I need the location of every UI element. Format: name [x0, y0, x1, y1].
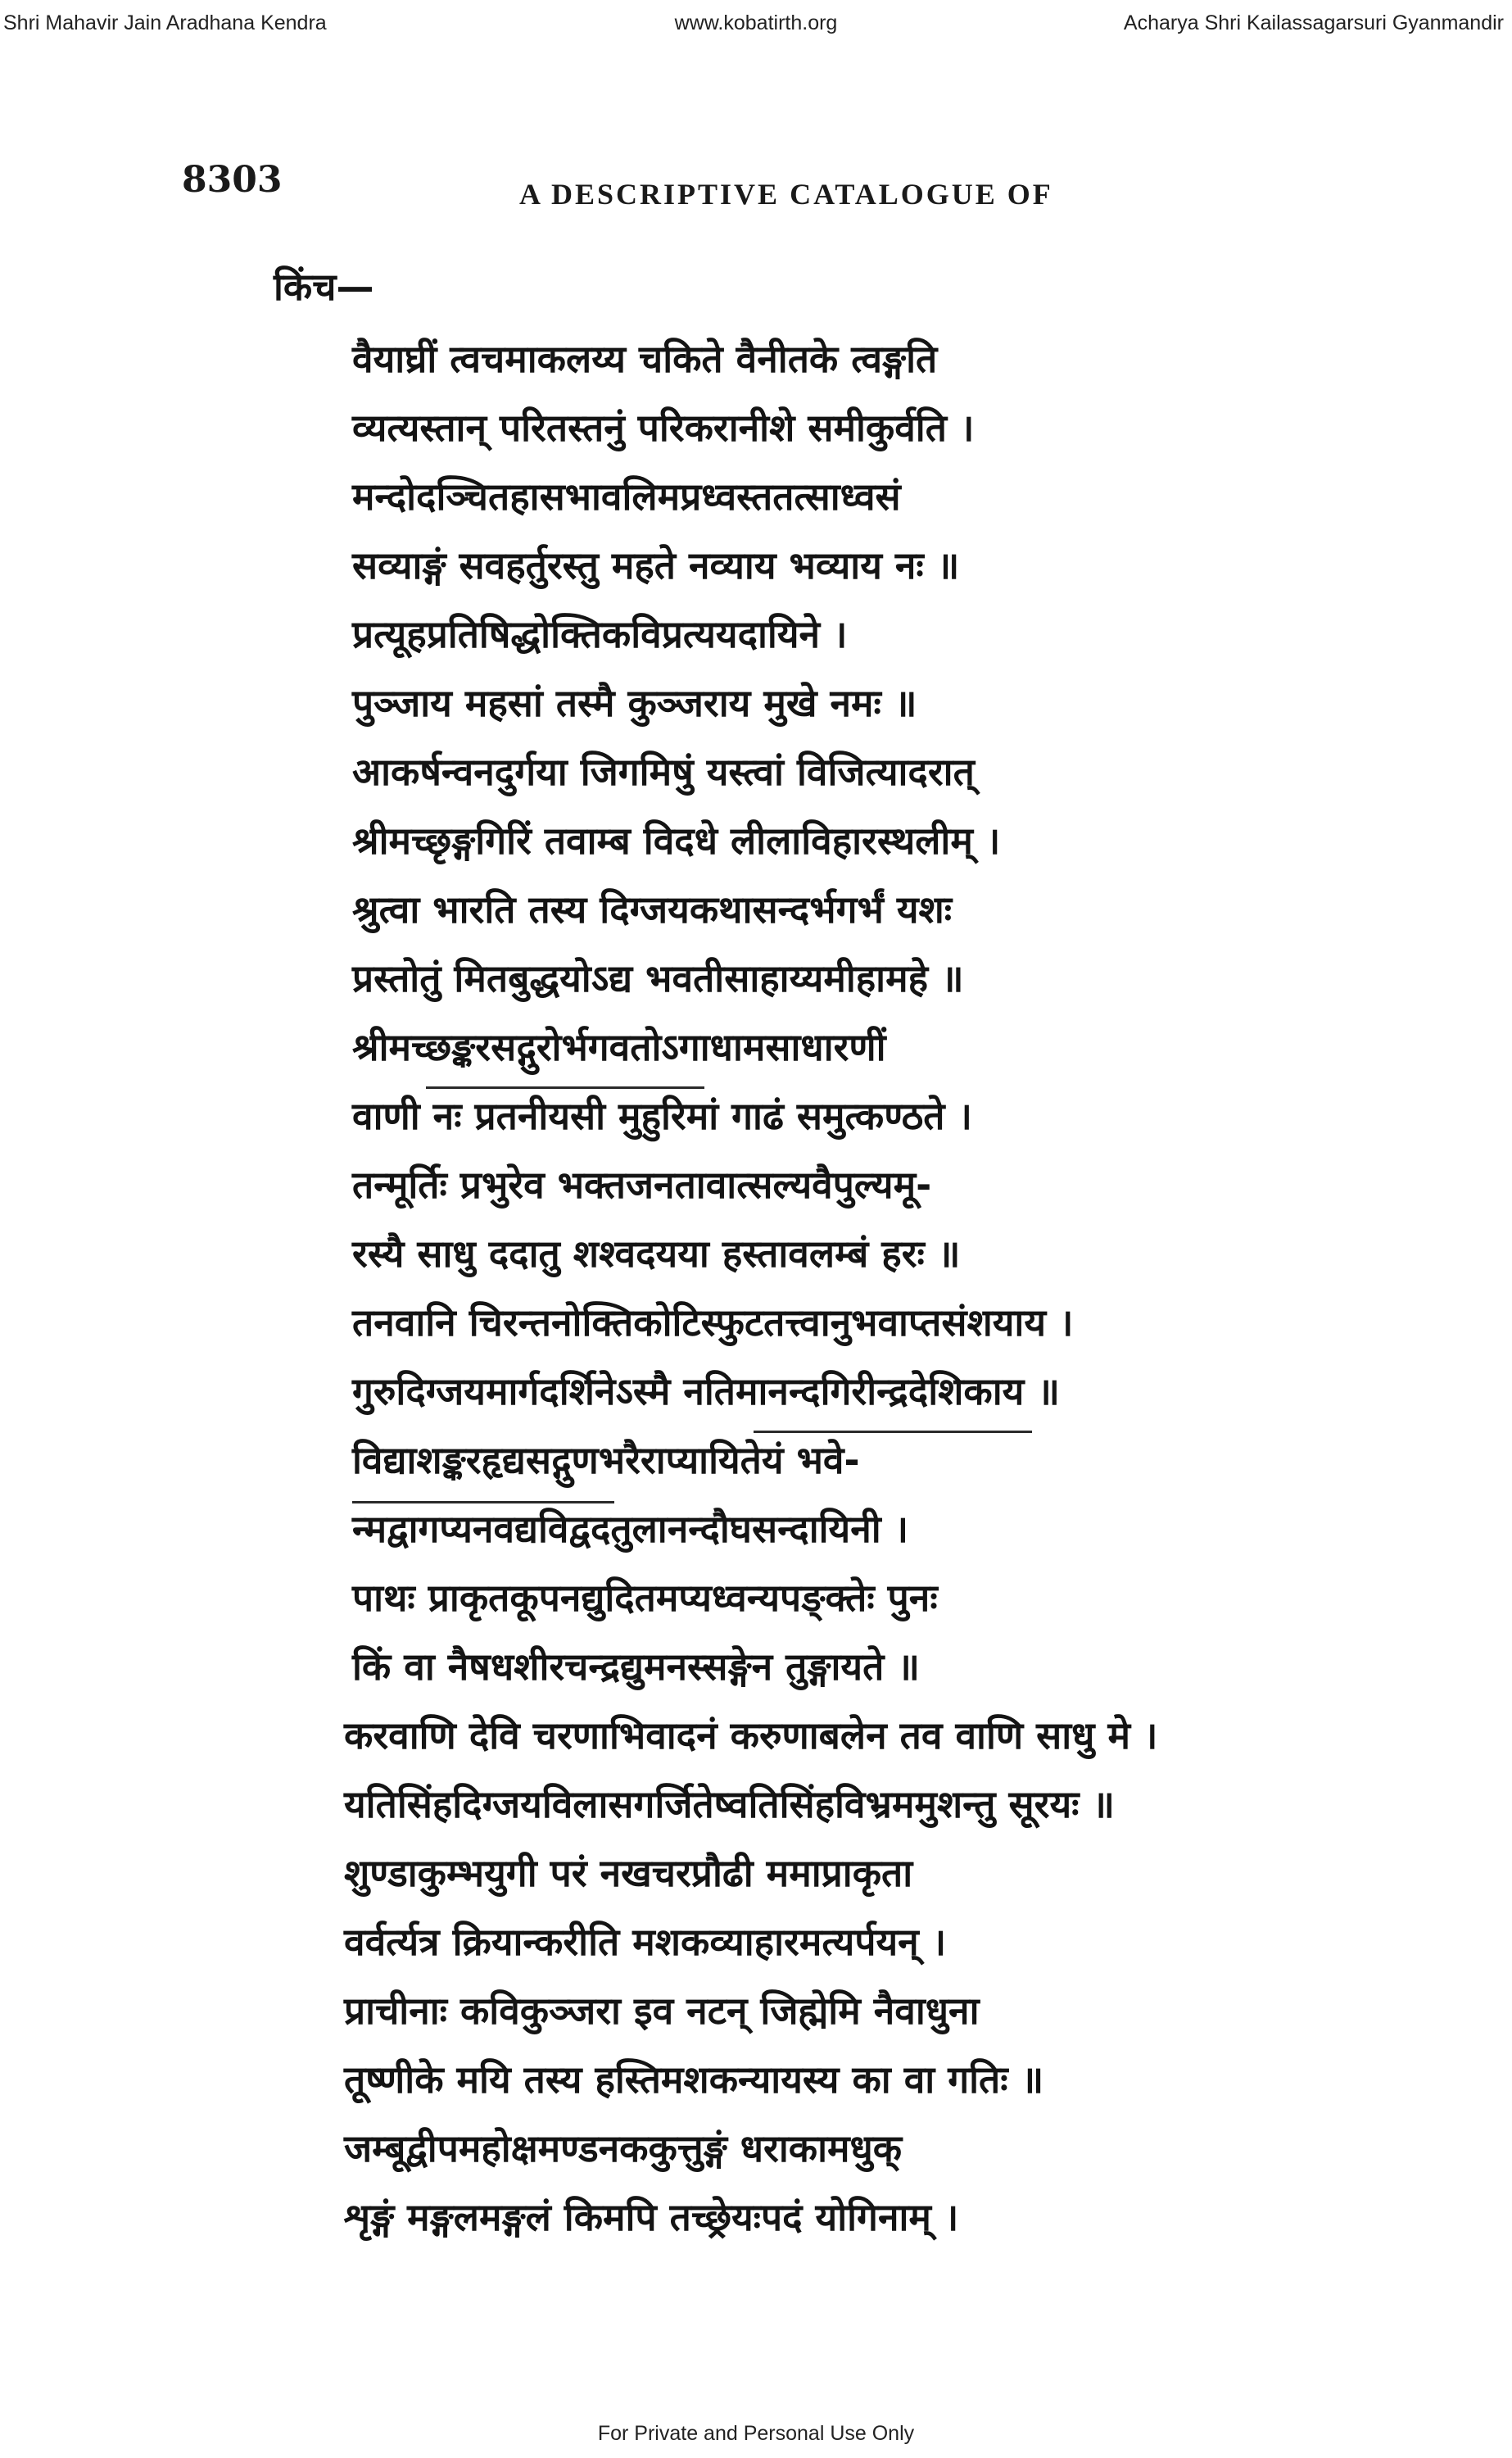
header-left-text: Shri Mahavir Jain Aradhana Kendra	[3, 11, 327, 34]
verse-line: तन्मूर्तिः प्रभुरेव भक्तजनतावात्सल्यवैपुल्यमू-	[352, 1163, 932, 1207]
underline-mark	[754, 1431, 1032, 1433]
verse-line: किं वा नैषधशीरचन्द्रद्युमनस्सङ्गेन तुङ्गायते ॥	[352, 1644, 920, 1689]
verse-line: सव्याङ्गं सवहर्तुरस्तु महते नव्याय भव्याय नः ॥	[352, 543, 960, 587]
underline-mark	[426, 1086, 704, 1089]
verse-line: रस्यै साधु ददातु शश्वदयया हस्तावलम्बं हरः ॥	[352, 1231, 961, 1276]
verse-line: विद्याशङ्करहृद्यसद्गुणभरैराप्यायितेयं भवे-	[352, 1438, 860, 1482]
verse-line: मन्दोदञ्चितहासभावलिमप्रध्वस्ततत्साध्वसं	[352, 474, 901, 519]
verse-line: प्रस्तोतुं मितबुद्धयोऽद्य भवतीसाहाय्यमीहामहे ॥	[352, 956, 964, 1000]
verse-line: प्राचीनाः कविकुञ्जरा इव नटन् जिह्मेमि नैवाधुना	[344, 1989, 980, 2033]
header-right-text: Acharya Shri Kailassagarsuri Gyanmandir	[1123, 11, 1504, 34]
verse-line: यतिसिंहदिग्जयविलासगर्जितेष्वतिसिंहविभ्रममुशन्तु सूरयः ॥	[344, 1782, 1115, 1826]
header-website-url[interactable]: www.kobatirth.org	[674, 11, 838, 34]
section-heading: किंच—	[274, 265, 374, 309]
verse-line: करवाणि देवि चरणाभिवादनं करुणाबलेन तव वाणि साधु मे ।	[344, 1713, 1158, 1757]
verse-line: श्रीमच्छङ्करसद्गुरोर्भगवतोऽगाधामसाधारणीं	[352, 1025, 886, 1069]
verse-line: व्यत्यस्तान् परितस्तनुं परिकरानीशे समीकुर्वति ।	[352, 406, 975, 450]
page-number: 8303	[182, 159, 283, 201]
verse-line: जम्बूद्वीपमहोक्षमण्डनककुत्तुङ्गं धराकामधुक्	[344, 2126, 903, 2170]
verse-line: प्रत्यूहप्रतिषिद्धोक्तिकविप्रत्ययदायिने ।	[352, 612, 848, 656]
verse-line: पाथः प्राकृतकूपनद्युदितमप्यध्वन्यपङ्क्तेः पुनः	[352, 1576, 938, 1620]
verse-line: शृङ्गं मङ्गलमङ्गलं किमपि तच्छ्रेयःपदं योगिनाम् ।	[344, 2195, 959, 2239]
verse-line: गुरुदिग्जयमार्गदर्शिनेऽस्मै नतिमानन्दगिरीन्द्रदेशिकाय ॥	[352, 1369, 1060, 1413]
site-header	[0, 0, 1512, 46]
verse-line: तनवानि चिरन्तनोक्तिकोटिस्फुटतत्त्वानुभवाप्तसंशयाय ।	[352, 1300, 1074, 1345]
verse-line: तूष्णीके मयि तस्य हस्तिमशकन्यायस्य का वा गतिः ॥	[344, 2057, 1044, 2102]
verse-line: पुञ्जाय महसां तस्मै कुञ्जराय मुखे नमः ॥	[352, 681, 917, 725]
verse-line: वाणी नः प्रतनीयसी मुहुरिमां गाढं समुत्कण्ठते ।	[352, 1094, 972, 1138]
verse-line: वर्वर्त्यत्र क्रियान्करीति मशकव्याहारमत्यर्पयन् ।	[344, 1920, 947, 1964]
footer-notice: For Private and Personal Use Only	[597, 2422, 915, 2445]
verse-line: न्मद्वागप्यनवद्यविद्वदतुलानन्दौघसन्दायिनी ।	[352, 1507, 909, 1551]
catalogue-title: A DESCRIPTIVE CATALOGUE OF	[519, 178, 1053, 211]
verse-line: श्रीमच्छृङ्गगिरिं तवाम्ब विदधे लीलाविहारस्थलीम् ।	[352, 819, 1001, 863]
verse-line: श्रुत्वा भारति तस्य दिग्जयकथासन्दर्भगर्भं यशः	[352, 887, 953, 932]
verse-line: शुण्डाकुम्भयुगी परं नखचरप्रौढी ममाप्राकृता	[344, 1851, 913, 1895]
underline-mark	[352, 1501, 614, 1503]
verse-line: आकर्षन्वनदुर्गया जिगमिषुं यस्त्वां विजित्यादरात्	[352, 750, 975, 794]
verse-line: वैयाघ्रीं त्वचमाकलय्य चकिते वैनीतके त्वङ्गति	[352, 337, 938, 381]
